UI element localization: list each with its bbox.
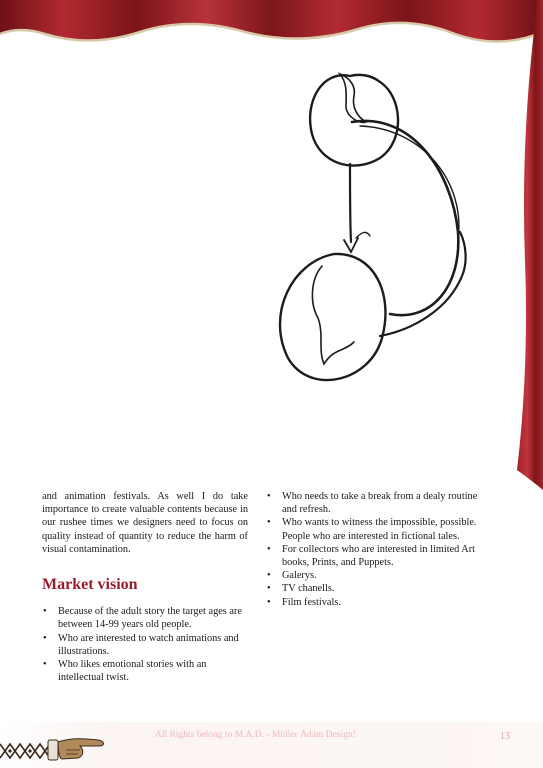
left-column xyxy=(42,490,248,684)
list-item: • Who are interested to watch animations and illustrations. xyxy=(42,632,248,658)
list-item: • For collectors who are interested in limited Art books, Prints, and Puppets. xyxy=(266,543,481,569)
curtain-side xyxy=(503,0,543,490)
left-bullet-list xyxy=(42,605,248,684)
right-bullet-list xyxy=(266,490,481,609)
list-item: • Because of the adult story the target ages are between 14-99 years old people. xyxy=(42,605,248,631)
list-item: • Galerys. xyxy=(266,569,481,582)
curtain-valance xyxy=(0,0,543,52)
page-number: 13 xyxy=(500,731,510,742)
right-column xyxy=(266,490,481,609)
list-item: • Who wants to witness the impossible, possible. People who are interested in fictional tales. xyxy=(266,516,481,542)
list-item: • Film festivals. xyxy=(266,596,481,609)
market-vision-heading: Market vision xyxy=(42,576,138,594)
copyright-notice: All Rights belong to M.A.D. - Müller Ádám Design! xyxy=(155,730,356,740)
list-item: • Who likes emotional stories with an intellectual twist. xyxy=(42,658,248,684)
intro-paragraph: and animation festivals. As well I do take importance to create valuable contents because in our rushee times we designers need to focus on quality instead of quantity to reduce the harm of visual contamination. xyxy=(42,491,248,555)
pointing-hand-icon xyxy=(0,726,110,768)
sketch-illustration xyxy=(262,52,482,392)
list-item: • TV chanells. xyxy=(266,582,481,595)
list-item: • Who needs to take a break from a dealy routine and refresh. xyxy=(266,490,481,516)
